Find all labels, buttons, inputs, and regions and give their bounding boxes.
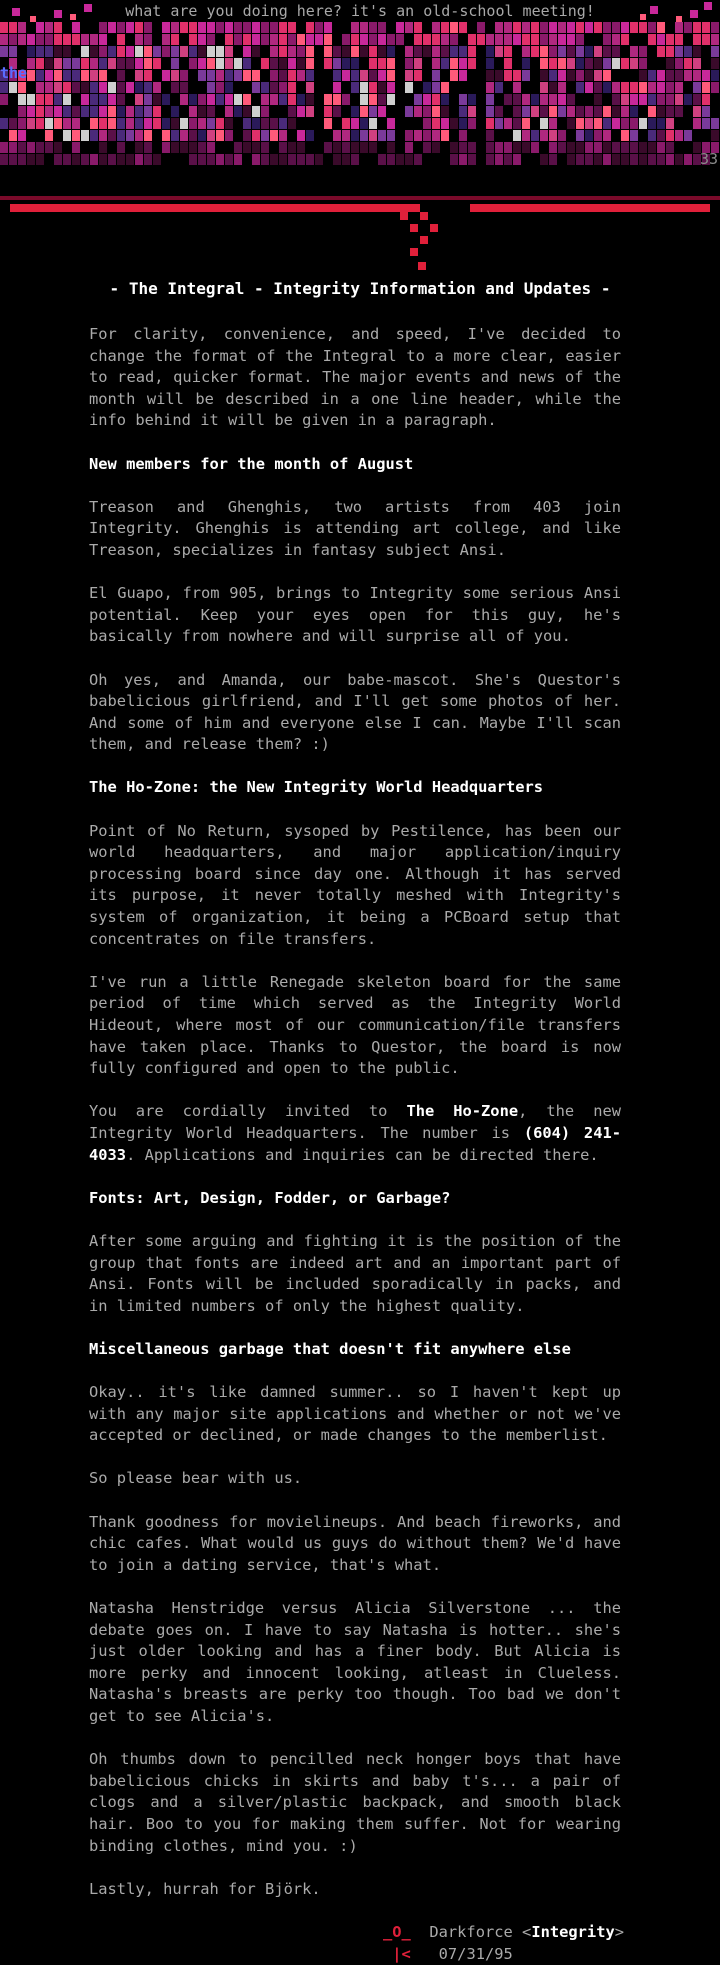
signature-glyph-top: _O_ [383, 1923, 411, 1941]
hozone-paragraph-1: Point of No Return, sysoped by Pestilence, has been our world headquarters, and major application/inquiry processing board since day one. Although it has served its purpose, it never totally meshed with Integrity's system of organization, it being a PCBoard setup that concentrates on file transfers. [89, 821, 621, 948]
board-phone-number: (604) 241-4033 [89, 1123, 621, 1164]
hozone-p3-text-a: You are cordially invited to [89, 1102, 407, 1121]
integral-ansi-logo [0, 0, 720, 270]
new-members-paragraph-1: Treason and Ghenghis, two artists from 403 join Integrity. Ghenghis is attending art college, and like Treason, specializes in fantasy subject Ansi. [89, 497, 621, 559]
misc-paragraph-5: Oh thumbs down to pencilled neck honger boys that have babelicious chicks in skirts and baby t's... a pair of clogs and a silver/plastic backpack, and smooth black hair. Boo to you for making them suffer. Not for wearing binding clothes, mind you. :) [89, 1750, 621, 1855]
misc-paragraph-4: Natasha Henstridge versus Alicia Silverstone ... the debate goes on. I have to say Natasha is hotter.. she's just older looking and has a finer body. But Alicia is more perky and innocent looking, atleast in Clueless. Natasha's breasts are perky too though. Too bad we don't get to see Alicia's. [89, 1599, 621, 1725]
misc-paragraph-3: Thank goodness for movielineups. And beach fireworks, and chic cafes. What would us guys do without them? We'd have to join a dating service, that's what. [89, 1512, 621, 1574]
logo-number: 33 [700, 150, 719, 168]
board-name: The Ho-Zone [406, 1102, 519, 1121]
misc-heading: Miscellaneous garbage that doesn't fit anywhere else [89, 1339, 571, 1358]
signature-group: Integrity [531, 1923, 615, 1941]
intro-paragraph: For clarity, convenience, and speed, I've decided to change the format of the Integral to a more clear, easier to read, quicker format. The major events and news of the month will be described in a one line header, while the info behind it will be given in a paragraph. [89, 325, 621, 430]
hozone-p3-text-c: . Applications and inquiries can be directed there. [126, 1145, 599, 1164]
misc-paragraph-2: So please bear with us. [89, 1469, 303, 1488]
fonts-heading: Fonts: Art, Design, Fodder, or Garbage? [89, 1188, 451, 1207]
signature-glyph-bottom: |< [392, 1944, 411, 1963]
new-members-heading: New members for the month of August [89, 454, 414, 473]
newsletter-body [89, 324, 621, 1922]
logo-small-text: the [0, 64, 28, 82]
hozone-p3-text-b: , the new Integrity World Headquarters. The number is [89, 1102, 621, 1142]
header-tagline: what are you doing here? it's an old-school meeting! [125, 2, 595, 20]
newsletter-title: - The Integral - Integrity Information and Updates - [109, 279, 611, 298]
signature-author: Darkforce [429, 1923, 513, 1941]
fonts-paragraph-1: After some arguing and fighting it is the position of the group that fonts are indeed art and an important part of Ansi. Fonts will be included sporadically in packs, and in limited numbers of only the highest quality. [89, 1231, 621, 1315]
hozone-heading: The Ho-Zone: the New Integrity World Headquarters [89, 778, 544, 797]
signature-date: 07/31/95 [438, 1944, 513, 1963]
hozone-paragraph-3 [89, 1101, 621, 1166]
signature-block [383, 1922, 624, 1965]
signature-group-close: > [614, 1923, 625, 1941]
signature-group-open: < [522, 1923, 532, 1941]
misc-paragraph-6: Lastly, hurrah for Björk. [89, 1879, 321, 1898]
new-members-paragraph-3: Oh yes, and Amanda, our babe-mascot. She's Questor's babelicious girlfriend, and I'll get some photos of her. And some of him and everyone else I can. Maybe I'll scan them, and release them? :) [89, 670, 621, 754]
misc-paragraph-1: Okay.. it's like damned summer.. so I haven't kept up with any major site applications and whether or not we've accepted or declined, or made changes to the memberlist. [89, 1383, 621, 1445]
new-members-paragraph-2: El Guapo, from 905, brings to Integrity some serious Ansi potential. Keep your eyes open for this guy, he's basically from nowhere and will surprise all of you. [89, 584, 621, 646]
hozone-paragraph-2: I've run a little Renegade skeleton board for the same period of time which served as the Integrity World Hideout, where most of our communication/file transfers have taken place. Thanks to Questor, the board is now fully configured and open to the public. [89, 972, 621, 1078]
